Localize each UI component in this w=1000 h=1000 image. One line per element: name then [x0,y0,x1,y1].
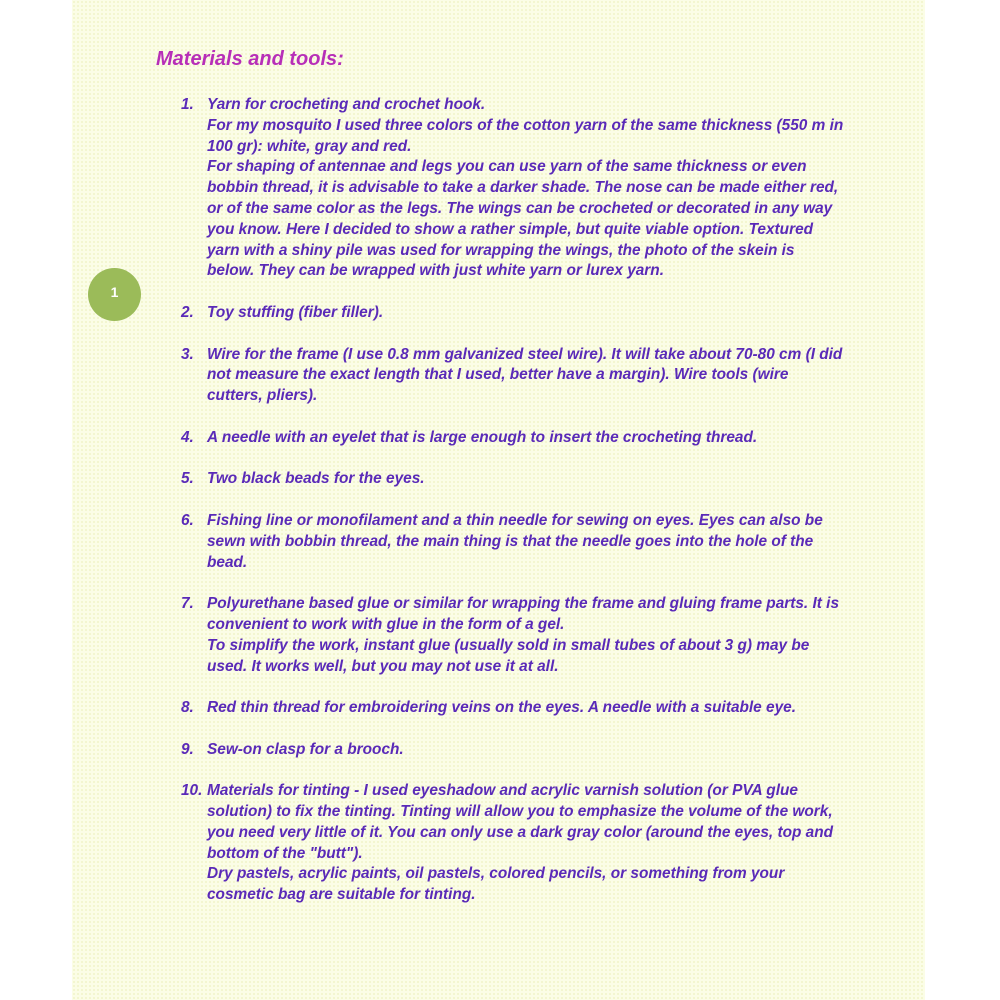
page-number-badge: 1 [88,268,141,321]
list-item [181,740,846,761]
list-item-text [207,95,846,282]
list-item-paragraph: Polyurethane based glue or similar for wrapping the frame and gluing frame parts. It is convenient to work with glue in the form of a gel. [207,595,840,633]
list-item-number: 9. [181,740,194,758]
materials-list [181,95,846,927]
list-item-paragraph: Materials for tinting - I used eyeshadow and acrylic varnish solution (or PVA glue solution) to fix the tinting. Tinting will allow you to emphasize the volume of the work, you need very little of it. You can only use a dark gray color (around the eyes, top and bottom of the "butt"). [207,782,834,862]
list-item [181,303,846,324]
list-item [181,428,846,449]
section-heading: Materials and tools: [156,48,344,70]
list-item-text [207,428,846,449]
list-item-number: 7. [181,595,194,613]
list-item [181,594,846,677]
list-item [181,698,846,719]
list-item-number: 4. [181,428,194,446]
list-item-number: 5. [181,470,194,488]
list-item-paragraph: Toy stuffing (fiber filler). [207,303,384,321]
list-item-number: 1. [181,96,194,113]
list-item [181,345,846,407]
list-item-paragraph: Dry pastels, acrylic paints, oil pastels, colored pencils, or something from your cosmetic bag are suitable for tinting. [207,865,785,904]
list-item-text [207,698,846,719]
list-item-paragraph: Fishing line or monofilament and a thin needle for sewing on eyes. Eyes can also be sewn with bobbin thread, the main thing is that the needle goes into the hole of the bead. [207,511,823,571]
list-item-paragraph: A needle with an eyelet that is large enough to insert the crocheting thread. [207,428,758,446]
list-item-paragraph: Sew-on clasp for a brooch. [207,740,404,758]
list-item [181,469,846,490]
list-item-text [207,303,846,324]
list-item-text [207,740,846,761]
list-item-paragraph: For shaping of antennae and legs you can use yarn of the same thickness or even bobbin thread, it is advisable to take a darker shade. The nose can be made either red, or of the same color as the legs. The wings can be crocheted or decorated in any way you know. Here I decided to show a rather simple, but quite viable option. Textured yarn with a shiny pile was used for wrapping the wings, the photo of the skein is below. They can be wrapped with just white yarn or lurex yarn. [207,158,839,280]
list-item-text [207,781,846,906]
list-item [181,781,846,906]
list-item-text [207,345,846,407]
list-item-paragraph: To simplify the work, instant glue (usually sold in small tubes of about 3 g) may be used. It works well, but you may not use it at all. [207,636,810,675]
list-item-paragraph: Two black beads for the eyes. [207,470,425,488]
list-item-text [207,469,846,490]
list-item-text [207,511,846,573]
list-item-text [207,594,846,677]
list-item-number: 8. [181,699,194,717]
list-item-paragraph: Wire for the frame (I use 0.8 mm galvanized steel wire). It will take about 70-80 cm (I did not measure the exact length that I used, better have a margin). Wire tools (wire cutters, pliers). [207,345,843,405]
list-item-paragraph: Yarn for crocheting and crochet hook. [207,96,486,113]
list-item [181,95,846,282]
list-item-paragraph: For my mosquito I used three colors of the cotton yarn of the same thickness (550 m in 100 gr): white, gray and red. [207,116,844,155]
list-item-number: 2. [181,303,194,321]
list-item-number: 10. [181,782,203,800]
list-item-paragraph: Red thin thread for embroidering veins on the eyes. A needle with a suitable eye. [207,699,796,717]
list-item-number: 6. [181,511,194,529]
list-item [181,511,846,573]
list-item-number: 3. [181,345,194,363]
